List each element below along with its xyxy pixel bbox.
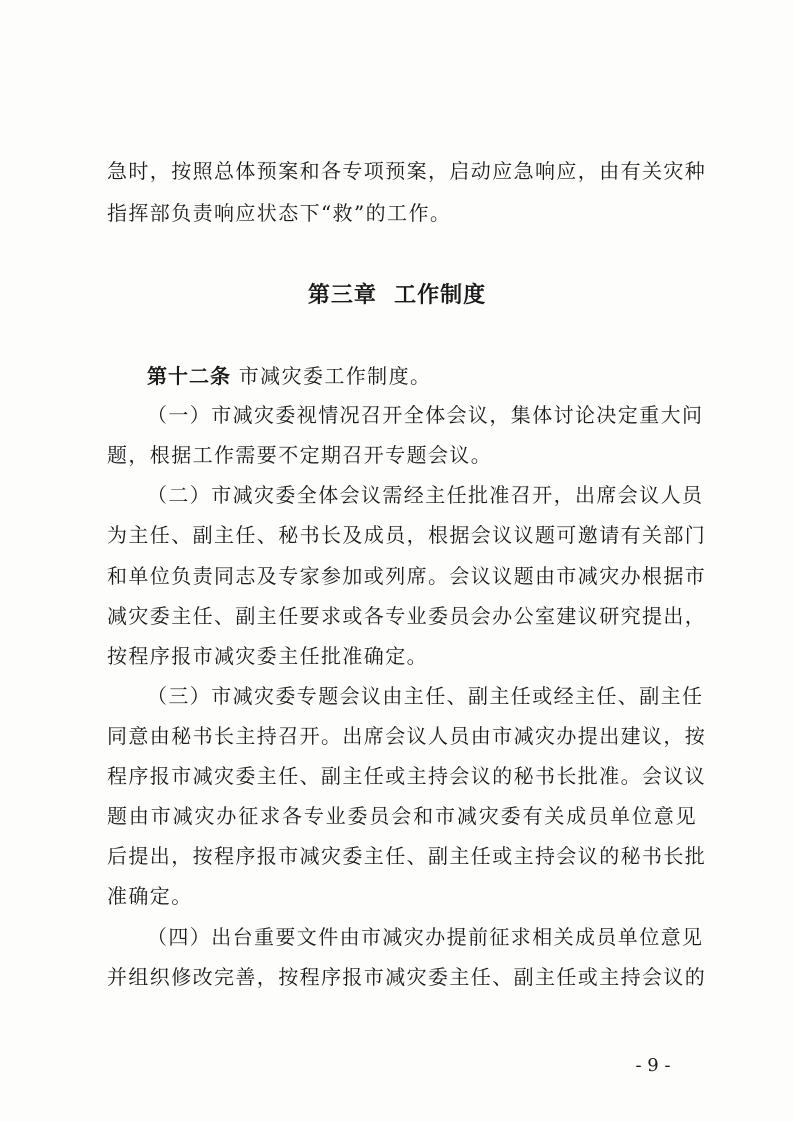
paragraph-1-line-1: （一）市减灾委视情况召开全体会议，集体讨论决定重大问 — [147, 403, 704, 427]
paragraph-3-line-6: 准确定。 — [107, 884, 193, 908]
paragraph-2-line-5: 按程序报市减灾委主任批准确定。 — [107, 644, 428, 668]
paragraph-2-line-2: 为主任、副主任、秘书长及成员，根据会议议题可邀请有关部门 — [107, 523, 707, 547]
article-title: 市减灾委工作制度。 — [238, 364, 432, 388]
paragraph-3-line-1: （三）市减灾委专题会议由主任、副主任或经主任、副主任 — [147, 684, 704, 708]
intro-line-1: 急时，按照总体预案和各专项预案，启动应急响应，由有关灾种 — [107, 159, 707, 183]
intro-line-2: 指挥部负责响应状态下“救”的工作。 — [107, 201, 452, 225]
page-number: - 9 - — [635, 1055, 671, 1076]
article-number: 第十二条 — [147, 364, 231, 388]
paragraph-3-line-5: 后提出，按程序报市减灾委主任、副主任或主持会议的秘书长批 — [107, 844, 707, 868]
paragraph-2-line-3: 和单位负责同志及专家参加或列席。会议议题由市减灾办根据市 — [107, 564, 707, 588]
article-heading-line — [147, 361, 697, 391]
paragraph-3-line-2: 同意由秘书长主持召开。出席会议人员由市减灾办提出建议，按 — [107, 724, 707, 748]
paragraph-2-line-4: 减灾委主任、副主任要求或各专业委员会办公室建议研究提出， — [107, 604, 707, 628]
chapter-title: 第三章 工作制度 — [307, 283, 487, 308]
paragraph-4-line-1: （四）出台重要文件由市减灾办提前征求相关成员单位意见 — [147, 925, 704, 949]
paragraph-3-line-3: 程序报市减灾委主任、副主任或主持会议的秘书长批准。会议议 — [107, 764, 707, 788]
paragraph-3-line-4: 题由市减灾办征求各专业委员会和市减灾委有关成员单位意见 — [107, 804, 697, 828]
paragraph-2-line-1: （二）市减灾委全体会议需经主任批准召开，出席会议人员 — [147, 483, 704, 507]
paragraph-4-line-2: 并组织修改完善，按程序报市减灾委主任、副主任或主持会议的 — [107, 965, 707, 989]
paragraph-1-line-2: 题，根据工作需要不定期召开专题会议。 — [107, 443, 493, 467]
